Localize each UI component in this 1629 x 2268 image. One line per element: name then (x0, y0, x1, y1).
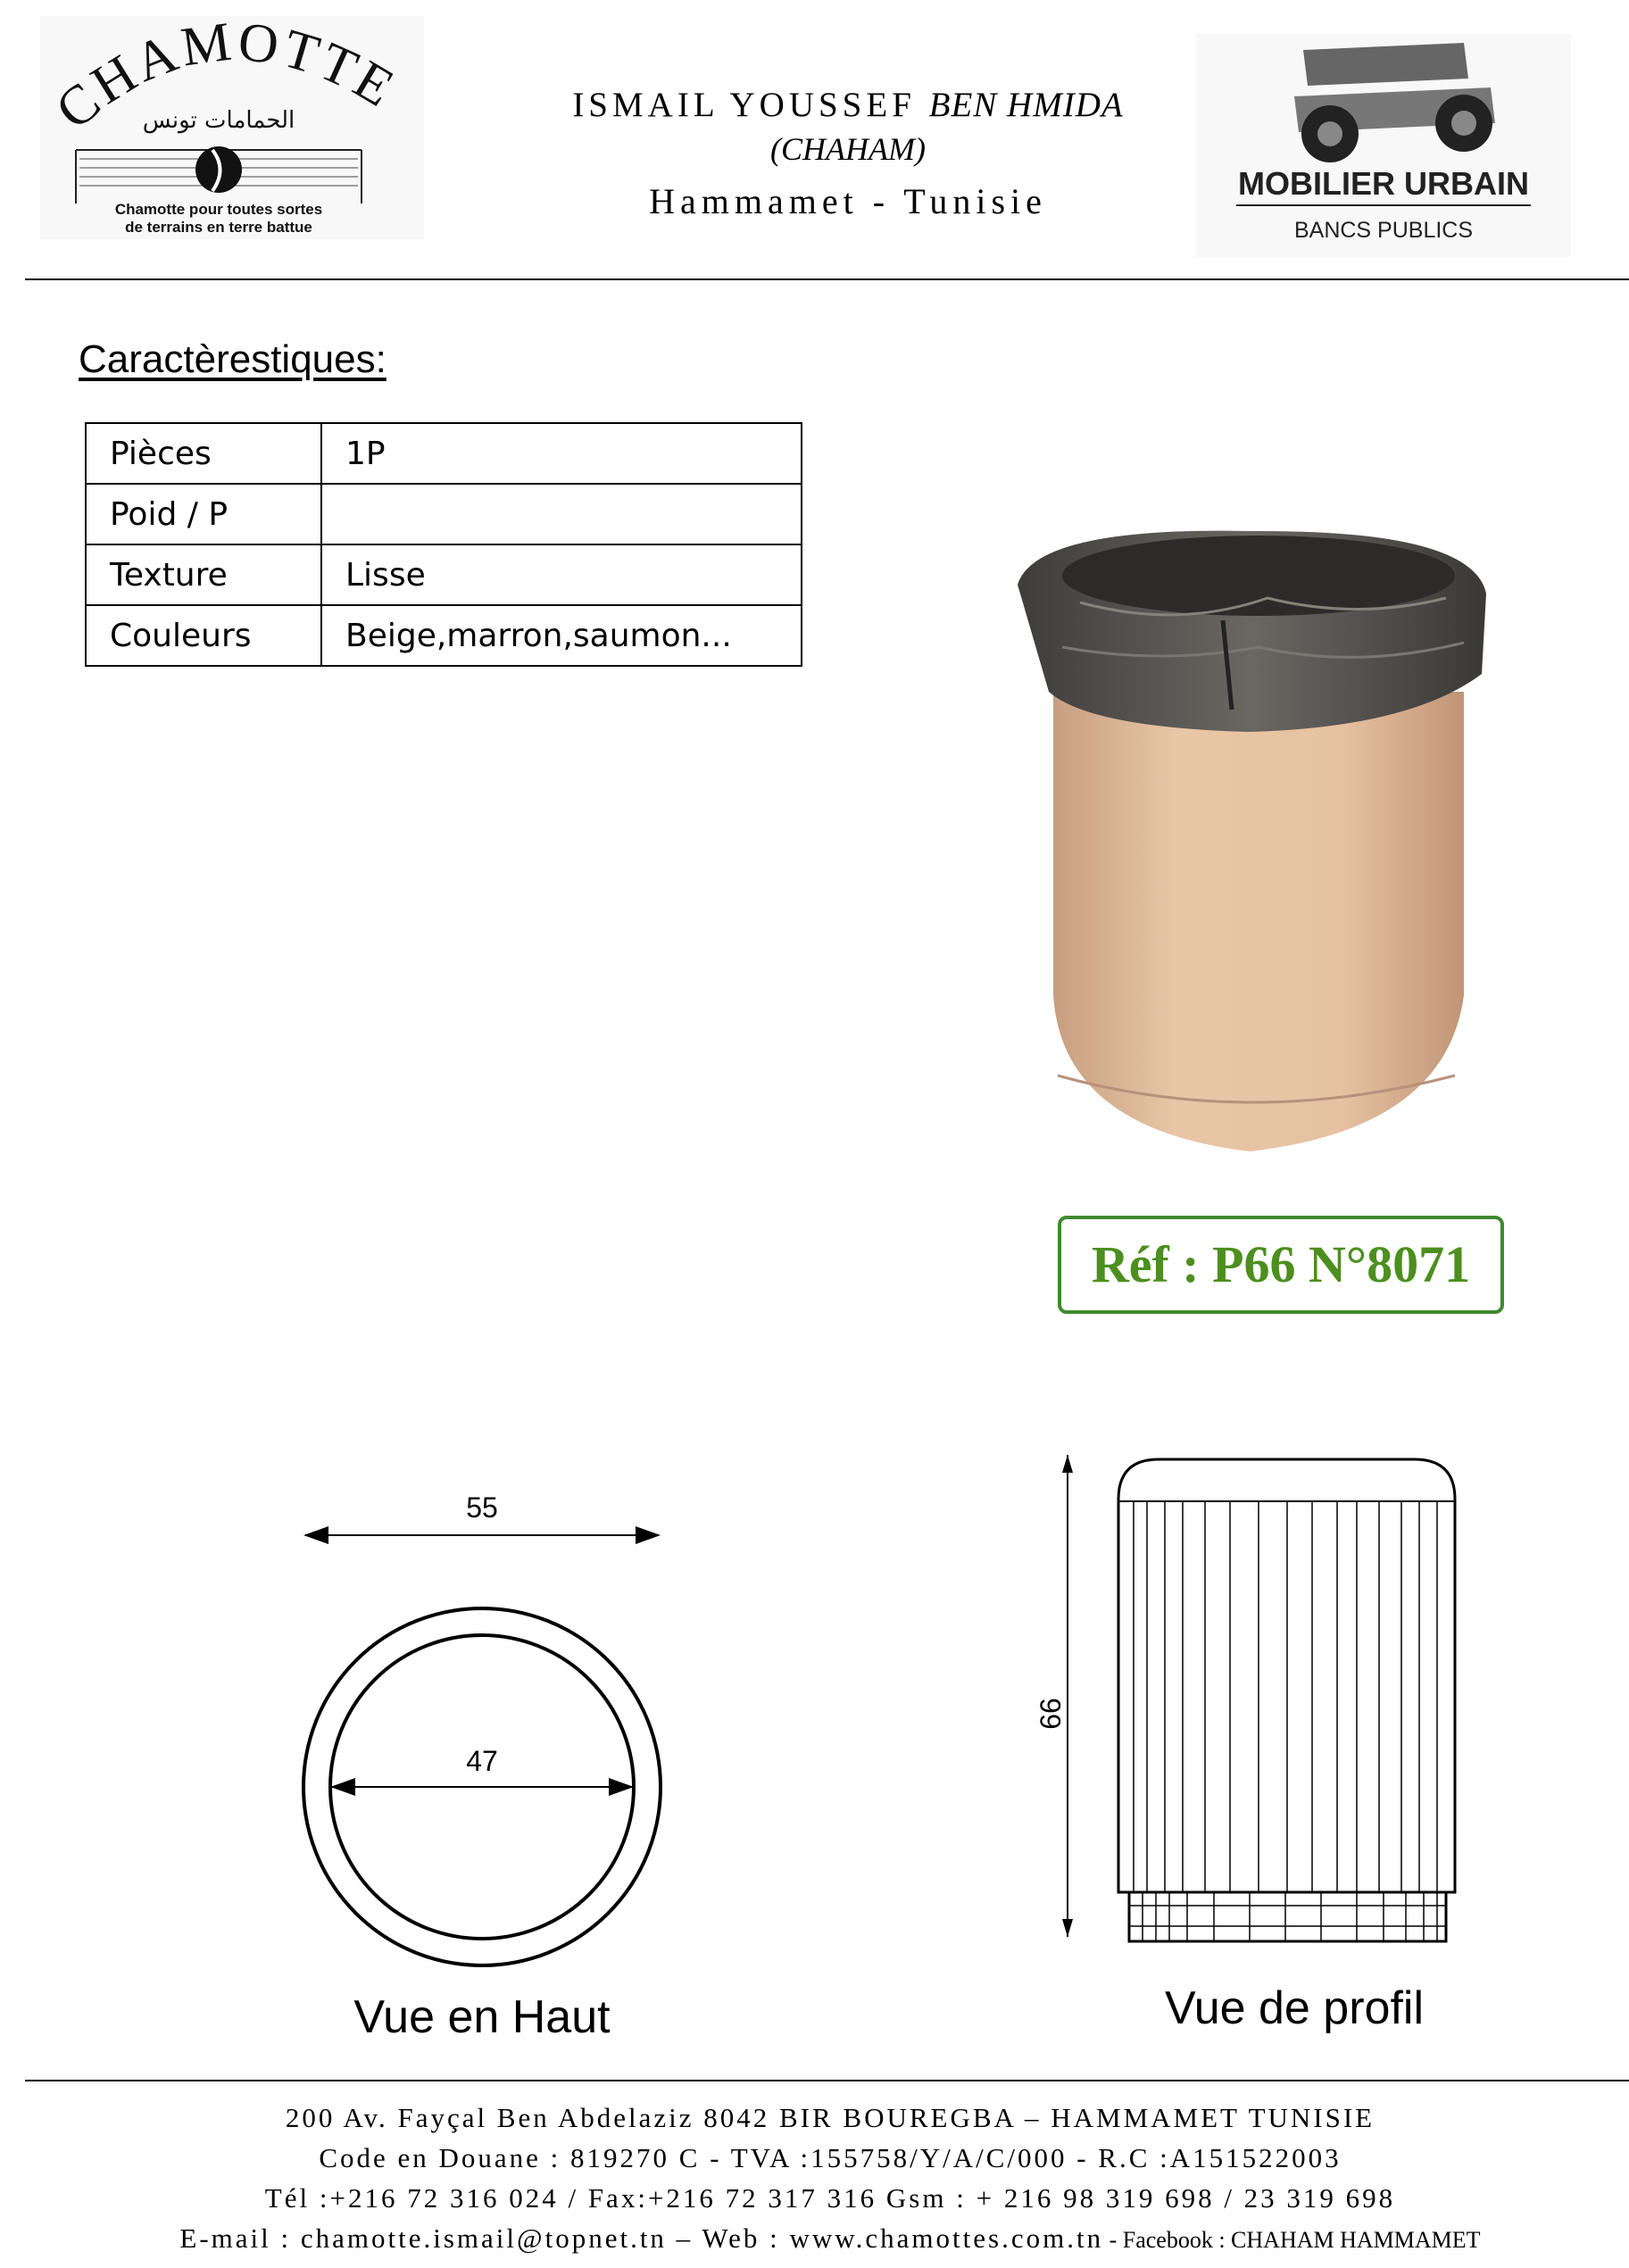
mobilier-urbain-logo (1196, 34, 1571, 257)
svg-text:BANCS PUBLICS: BANCS PUBLICS (1293, 218, 1474, 243)
profile-view-label: Vue de profil (1164, 1982, 1425, 2034)
top-view-drawing (286, 1473, 678, 1973)
logo-arabic-text: الحمامات تونس (142, 107, 295, 134)
outer-dimension: 55 (466, 1491, 498, 1524)
table-cell-label: Poid / P (86, 484, 321, 544)
height-dimension: 66 (1035, 1698, 1067, 1730)
svg-text:MOBILIER URBAIN: MOBILIER URBAIN (1238, 165, 1529, 202)
table-row (86, 544, 802, 605)
product-photo (1000, 513, 1500, 1156)
table-cell-label: Texture (86, 544, 321, 605)
footer-address: 200 Av. Fayçal Ben Abdelaziz 8042 BIR BOUREGBA – HAMMAMET TUNISIE (285, 2102, 1376, 2133)
table-row (86, 484, 802, 544)
company-alias: (CHAHAM) (770, 131, 926, 167)
company-header (464, 85, 1232, 222)
footer-contact (36, 2098, 1625, 2258)
reference-badge: Réf : P66 N°8071 (1058, 1216, 1504, 1314)
footer-facebook: - Facebook : CHAHAM HAMMAMET (1103, 2227, 1481, 2253)
footer-phone: Tél :+216 72 316 024 / Fax:+216 72 317 316 Gsm : + 216 98 319 698 / 23 319 698 (264, 2182, 1396, 2214)
table-cell-value: Lisse (321, 544, 802, 605)
company-location: Hammamet - Tunisie (649, 181, 1047, 221)
characteristics-title: Caractèrestiques: (79, 337, 386, 381)
table-cell-value (321, 484, 802, 544)
table-cell-label: Pièces (86, 423, 321, 484)
characteristics-table (85, 422, 802, 667)
header-divider (25, 278, 1629, 280)
svg-text:Chamotte pour toutes sortes: Chamotte pour toutes sortes (114, 201, 323, 218)
profile-view-drawing (1000, 1437, 1508, 1973)
bench-icon (1294, 43, 1495, 162)
table-row (86, 605, 802, 666)
table-cell-value: 1P (321, 423, 802, 484)
table-cell-value: Beige,marron,saumon... (321, 605, 802, 666)
table-cell-label: Couleurs (86, 605, 321, 666)
footer-divider (25, 2080, 1629, 2081)
top-view-label: Vue en Haut (353, 1991, 611, 2043)
footer-customs: Code en Douane : 819270 C - TVA :155758/Y/A/C/000 - R.C :A151522003 (319, 2142, 1342, 2173)
svg-text:de terrains en terre battue: de terrains en terre battue (125, 219, 312, 236)
logo-brand: CHAMOTTE (44, 16, 407, 142)
company-name: ISMAIL YOUSSEF BEN HMIDA (572, 86, 1124, 124)
inner-dimension: 47 (466, 1745, 498, 1777)
table-row (86, 423, 802, 484)
footer-email-web: E-mail : chamotte.ismail@topnet.tn – Web : www.chamottes.com.tn - Facebook : CHAHAM HAMMAMET (179, 2222, 1481, 2254)
chamotte-logo (40, 16, 424, 239)
